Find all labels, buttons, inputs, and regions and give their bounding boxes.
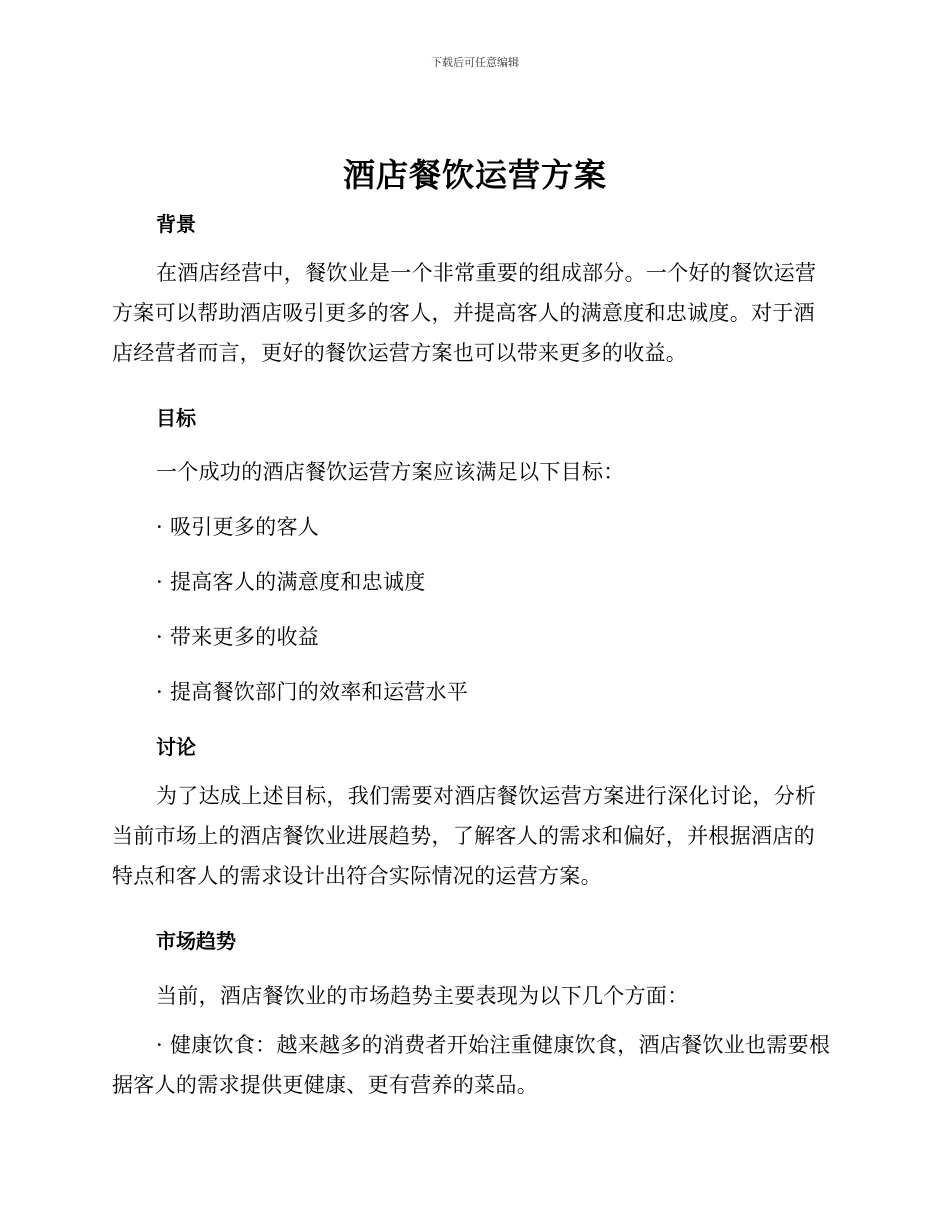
section-heading-goals: 目标: [156, 406, 196, 430]
market-trends-list-item: · 健康饮食：越来越多的消费者开始注重健康饮食，酒店餐饮业也需要根据客人的需求提供更健康、更有营养的菜品。: [112, 1033, 831, 1097]
goals-list-item: · 吸引更多的客人: [156, 515, 320, 539]
document-title: 酒店餐饮运营方案: [342, 156, 607, 194]
section-heading-discussion: 讨论: [156, 735, 196, 759]
discussion-paragraph: 为了达成上述目标，我们需要对酒店餐饮运营方案进行深化讨论，分析当前市场上的酒店餐饮业进展趋势，了解客人的需求和偏好，并根据酒店的特点和客人的需求设计出符合实际情况的运营方案。: [112, 784, 817, 888]
goals-list-item: · 提高餐饮部门的效率和运营水平: [156, 680, 469, 704]
goals-list-item: · 带来更多的收益: [156, 625, 320, 649]
goals-list-item: · 提高客人的满意度和忠诚度: [156, 570, 426, 594]
page-header-note: 下载后可任意编辑: [431, 56, 519, 69]
goals-intro: 一个成功的酒店餐饮运营方案应该满足以下目标：: [156, 460, 625, 484]
background-paragraph: 在酒店经营中，餐饮业是一个非常重要的组成部分。一个好的餐饮运营方案可以帮助酒店吸引更多的客人，并提高客人的满意度和忠诚度。对于酒店经营者而言，更好的餐饮运营方案也可以带来更多的收益。: [112, 261, 817, 365]
section-heading-market-trends: 市场趋势: [156, 929, 236, 953]
section-heading-background: 背景: [156, 212, 196, 236]
market-trends-intro: 当前，酒店餐饮业的市场趋势主要表现为以下几个方面：: [156, 984, 689, 1008]
